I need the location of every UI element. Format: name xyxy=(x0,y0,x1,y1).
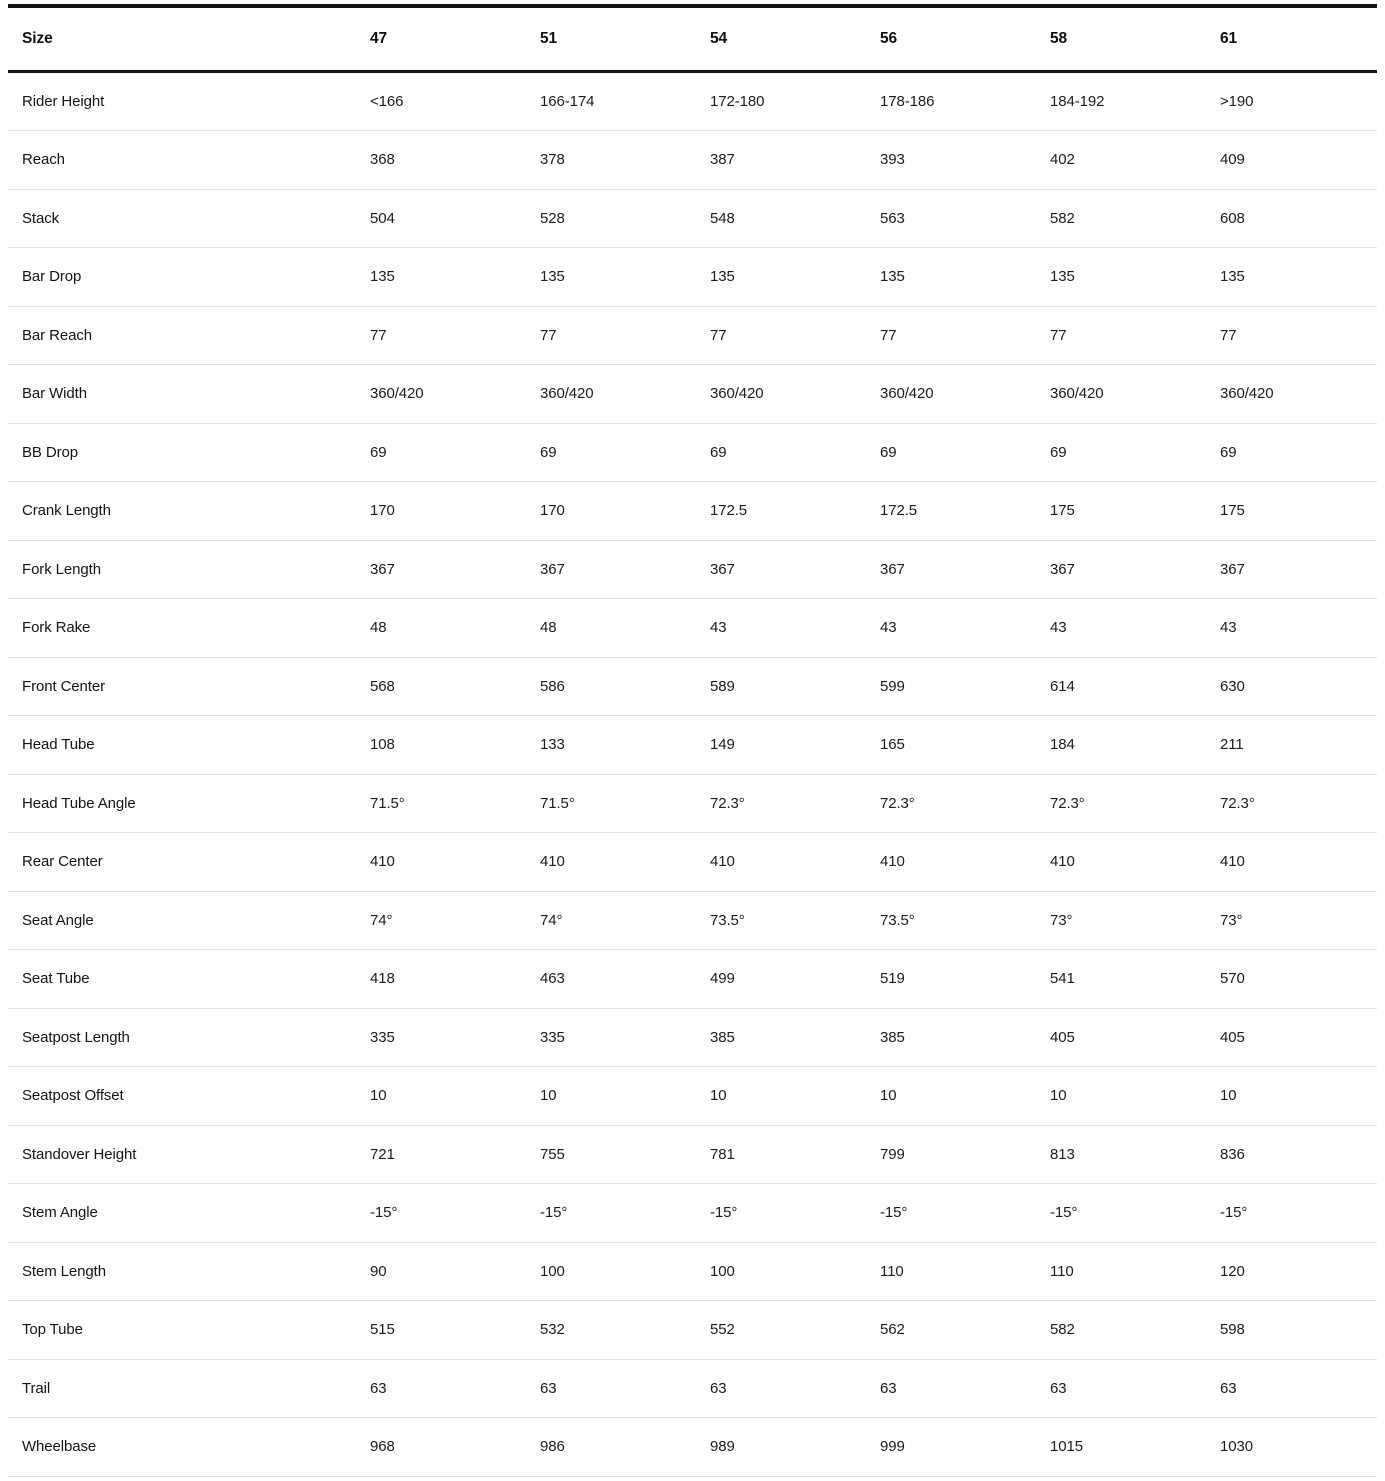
row-value: 72.3° xyxy=(1036,774,1206,833)
row-value: 170 xyxy=(526,482,696,541)
row-value: 367 xyxy=(526,540,696,599)
row-value: 813 xyxy=(1036,1125,1206,1184)
row-value: 799 xyxy=(866,1125,1036,1184)
row-value: 393 xyxy=(866,131,1036,190)
row-value: 43 xyxy=(696,599,866,658)
row-value: 184 xyxy=(1036,716,1206,775)
row-value: 170 xyxy=(356,482,526,541)
row-value: 1030 xyxy=(1206,1418,1377,1477)
row-label: Seatpost Length xyxy=(8,1008,356,1067)
row-value: 10 xyxy=(866,1067,1036,1126)
row-value: 385 xyxy=(696,1008,866,1067)
geometry-table-body xyxy=(8,71,1377,1476)
row-value: 755 xyxy=(526,1125,696,1184)
table-row xyxy=(8,1359,1377,1418)
row-label: Wheelbase xyxy=(8,1418,356,1477)
row-value: 63 xyxy=(356,1359,526,1418)
row-value: 100 xyxy=(696,1242,866,1301)
row-label: Bar Drop xyxy=(8,248,356,307)
row-value: 409 xyxy=(1206,131,1377,190)
row-value: 48 xyxy=(526,599,696,658)
row-value: 335 xyxy=(526,1008,696,1067)
row-value: 360/420 xyxy=(356,365,526,424)
row-value: 74° xyxy=(356,891,526,950)
row-value: 149 xyxy=(696,716,866,775)
row-value: -15° xyxy=(1206,1184,1377,1243)
row-value: 108 xyxy=(356,716,526,775)
row-value: 541 xyxy=(1036,950,1206,1009)
row-value: 360/420 xyxy=(1036,365,1206,424)
row-label: Stem Length xyxy=(8,1242,356,1301)
table-row xyxy=(8,1184,1377,1243)
row-value: 184-192 xyxy=(1036,71,1206,131)
row-label: Reach xyxy=(8,131,356,190)
row-value: 360/420 xyxy=(526,365,696,424)
row-value: 528 xyxy=(526,189,696,248)
row-value: 120 xyxy=(1206,1242,1377,1301)
row-value: 110 xyxy=(866,1242,1036,1301)
row-value: 69 xyxy=(526,423,696,482)
table-row xyxy=(8,1418,1377,1477)
row-label: BB Drop xyxy=(8,423,356,482)
row-value: 548 xyxy=(696,189,866,248)
row-label: Front Center xyxy=(8,657,356,716)
row-value: -15° xyxy=(356,1184,526,1243)
header-cell-size-54: 54 xyxy=(696,6,866,71)
row-value: 387 xyxy=(696,131,866,190)
row-label: Head Tube xyxy=(8,716,356,775)
row-label: Bar Width xyxy=(8,365,356,424)
row-value: 781 xyxy=(696,1125,866,1184)
table-row xyxy=(8,423,1377,482)
row-label: Standover Height xyxy=(8,1125,356,1184)
row-value: 335 xyxy=(356,1008,526,1067)
row-value: 367 xyxy=(696,540,866,599)
row-value: 72.3° xyxy=(866,774,1036,833)
row-value: -15° xyxy=(696,1184,866,1243)
header-cell-size-51: 51 xyxy=(526,6,696,71)
row-label: Seatpost Offset xyxy=(8,1067,356,1126)
row-label: Head Tube Angle xyxy=(8,774,356,833)
row-value: 989 xyxy=(696,1418,866,1477)
row-value: 73.5° xyxy=(866,891,1036,950)
table-row xyxy=(8,306,1377,365)
table-row xyxy=(8,365,1377,424)
row-value: -15° xyxy=(866,1184,1036,1243)
row-value: 562 xyxy=(866,1301,1036,1360)
row-value: 405 xyxy=(1036,1008,1206,1067)
row-label: Rear Center xyxy=(8,833,356,892)
row-label: Fork Length xyxy=(8,540,356,599)
row-value: 504 xyxy=(356,189,526,248)
row-value: 563 xyxy=(866,189,1036,248)
row-value: 63 xyxy=(1036,1359,1206,1418)
row-value: 582 xyxy=(1036,189,1206,248)
table-row xyxy=(8,774,1377,833)
row-value: 72.3° xyxy=(696,774,866,833)
row-value: 71.5° xyxy=(356,774,526,833)
header-row xyxy=(8,6,1377,71)
row-value: 582 xyxy=(1036,1301,1206,1360)
row-value: 77 xyxy=(526,306,696,365)
row-value: 178-186 xyxy=(866,71,1036,131)
table-row xyxy=(8,189,1377,248)
row-value: 135 xyxy=(1036,248,1206,307)
table-row xyxy=(8,540,1377,599)
row-value: 519 xyxy=(866,950,1036,1009)
row-label: Rider Height xyxy=(8,71,356,131)
table-row xyxy=(8,833,1377,892)
row-value: 360/420 xyxy=(696,365,866,424)
row-value: 367 xyxy=(356,540,526,599)
row-value: 836 xyxy=(1206,1125,1377,1184)
row-value: 599 xyxy=(866,657,1036,716)
row-value: 133 xyxy=(526,716,696,775)
table-row xyxy=(8,1242,1377,1301)
row-label: Top Tube xyxy=(8,1301,356,1360)
row-value: 43 xyxy=(1036,599,1206,658)
row-value: <166 xyxy=(356,71,526,131)
row-value: 402 xyxy=(1036,131,1206,190)
row-value: 43 xyxy=(1206,599,1377,658)
row-value: 166-174 xyxy=(526,71,696,131)
row-value: 410 xyxy=(866,833,1036,892)
row-value: 986 xyxy=(526,1418,696,1477)
row-value: 405 xyxy=(1206,1008,1377,1067)
row-value: 135 xyxy=(1206,248,1377,307)
row-value: 586 xyxy=(526,657,696,716)
row-value: 172.5 xyxy=(696,482,866,541)
table-row xyxy=(8,1067,1377,1126)
row-value: 175 xyxy=(1036,482,1206,541)
row-value: 10 xyxy=(696,1067,866,1126)
header-cell-size-58: 58 xyxy=(1036,6,1206,71)
row-value: 368 xyxy=(356,131,526,190)
row-value: 135 xyxy=(696,248,866,307)
row-value: 69 xyxy=(1206,423,1377,482)
header-cell-size-label: Size xyxy=(8,6,356,71)
row-value: 360/420 xyxy=(866,365,1036,424)
row-value: 378 xyxy=(526,131,696,190)
row-value: 410 xyxy=(1206,833,1377,892)
row-value: 410 xyxy=(696,833,866,892)
row-value: 1015 xyxy=(1036,1418,1206,1477)
row-value: 598 xyxy=(1206,1301,1377,1360)
row-label: Seat Tube xyxy=(8,950,356,1009)
row-value: 367 xyxy=(866,540,1036,599)
row-label: Seat Angle xyxy=(8,891,356,950)
row-value: 165 xyxy=(866,716,1036,775)
header-cell-size-47: 47 xyxy=(356,6,526,71)
header-cell-size-56: 56 xyxy=(866,6,1036,71)
row-value: 69 xyxy=(1036,423,1206,482)
table-row xyxy=(8,482,1377,541)
row-value: -15° xyxy=(526,1184,696,1243)
row-value: 175 xyxy=(1206,482,1377,541)
row-value: >190 xyxy=(1206,71,1377,131)
row-label: Stem Angle xyxy=(8,1184,356,1243)
row-value: 552 xyxy=(696,1301,866,1360)
row-value: 10 xyxy=(526,1067,696,1126)
row-value: 463 xyxy=(526,950,696,1009)
row-value: 10 xyxy=(1206,1067,1377,1126)
row-value: 110 xyxy=(1036,1242,1206,1301)
row-value: -15° xyxy=(1036,1184,1206,1243)
row-value: 360/420 xyxy=(1206,365,1377,424)
row-label: Bar Reach xyxy=(8,306,356,365)
row-value: 367 xyxy=(1036,540,1206,599)
row-value: 385 xyxy=(866,1008,1036,1067)
row-value: 73.5° xyxy=(696,891,866,950)
row-value: 135 xyxy=(866,248,1036,307)
row-value: 63 xyxy=(866,1359,1036,1418)
row-value: 614 xyxy=(1036,657,1206,716)
geometry-table xyxy=(8,4,1377,1477)
row-label: Crank Length xyxy=(8,482,356,541)
row-value: 135 xyxy=(356,248,526,307)
row-label: Stack xyxy=(8,189,356,248)
row-label: Fork Rake xyxy=(8,599,356,658)
table-row xyxy=(8,131,1377,190)
row-value: 71.5° xyxy=(526,774,696,833)
table-row xyxy=(8,1301,1377,1360)
table-row xyxy=(8,1125,1377,1184)
table-row xyxy=(8,716,1377,775)
row-value: 63 xyxy=(1206,1359,1377,1418)
row-value: 999 xyxy=(866,1418,1036,1477)
row-value: 410 xyxy=(1036,833,1206,892)
row-value: 43 xyxy=(866,599,1036,658)
table-row xyxy=(8,1008,1377,1067)
table-row xyxy=(8,599,1377,658)
row-value: 172.5 xyxy=(866,482,1036,541)
row-value: 63 xyxy=(526,1359,696,1418)
row-value: 100 xyxy=(526,1242,696,1301)
row-value: 77 xyxy=(356,306,526,365)
row-value: 410 xyxy=(356,833,526,892)
row-value: 69 xyxy=(356,423,526,482)
row-value: 77 xyxy=(866,306,1036,365)
row-value: 48 xyxy=(356,599,526,658)
row-value: 568 xyxy=(356,657,526,716)
row-value: 77 xyxy=(1036,306,1206,365)
row-value: 608 xyxy=(1206,189,1377,248)
row-value: 515 xyxy=(356,1301,526,1360)
row-value: 589 xyxy=(696,657,866,716)
row-value: 72.3° xyxy=(1206,774,1377,833)
row-value: 418 xyxy=(356,950,526,1009)
table-row xyxy=(8,950,1377,1009)
row-value: 63 xyxy=(696,1359,866,1418)
row-value: 10 xyxy=(356,1067,526,1126)
row-value: 135 xyxy=(526,248,696,307)
row-value: 630 xyxy=(1206,657,1377,716)
row-value: 721 xyxy=(356,1125,526,1184)
row-value: 74° xyxy=(526,891,696,950)
row-value: 77 xyxy=(1206,306,1377,365)
row-value: 367 xyxy=(1206,540,1377,599)
row-value: 69 xyxy=(696,423,866,482)
table-row xyxy=(8,657,1377,716)
row-value: 172-180 xyxy=(696,71,866,131)
row-value: 77 xyxy=(696,306,866,365)
row-value: 410 xyxy=(526,833,696,892)
row-value: 570 xyxy=(1206,950,1377,1009)
row-value: 73° xyxy=(1036,891,1206,950)
table-row xyxy=(8,891,1377,950)
table-row xyxy=(8,248,1377,307)
row-value: 968 xyxy=(356,1418,526,1477)
header-cell-size-61: 61 xyxy=(1206,6,1377,71)
row-value: 499 xyxy=(696,950,866,1009)
row-value: 211 xyxy=(1206,716,1377,775)
row-value: 90 xyxy=(356,1242,526,1301)
row-value: 73° xyxy=(1206,891,1377,950)
row-value: 69 xyxy=(866,423,1036,482)
row-value: 10 xyxy=(1036,1067,1206,1126)
row-label: Trail xyxy=(8,1359,356,1418)
row-value: 532 xyxy=(526,1301,696,1360)
table-row xyxy=(8,71,1377,131)
